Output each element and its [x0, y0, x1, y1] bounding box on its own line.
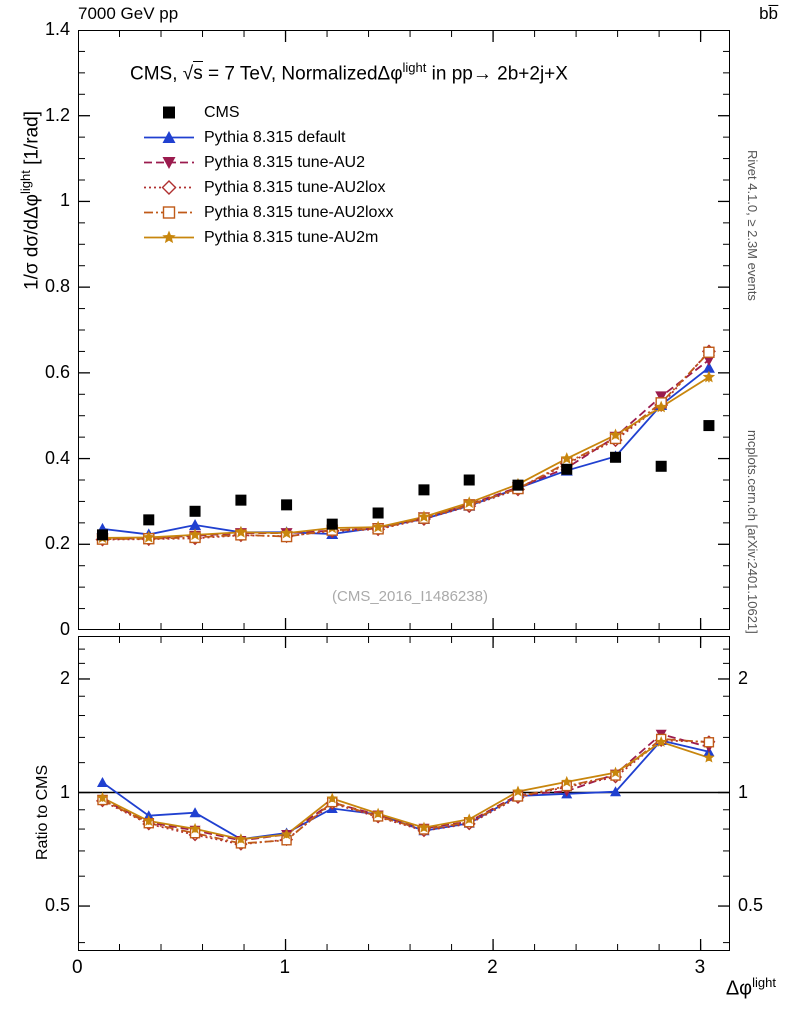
legend-label: CMS: [204, 103, 240, 121]
tick-label: 0.6: [44, 361, 70, 382]
dataset-watermark: (CMS_2016_I1486238): [332, 588, 488, 605]
legend-item: [140, 200, 393, 225]
ratio-plot-canvas: [78, 636, 730, 951]
legend-item: [140, 175, 393, 200]
legend-label: Pythia 8.315 tune-AU2lox: [204, 178, 386, 196]
tick-label: 1.4: [44, 19, 70, 39]
legend-marker-triangle-icon: [140, 125, 198, 150]
tick-label: 1: [279, 957, 291, 978]
legend-item: [140, 225, 393, 250]
legend-marker-square-open-icon: [140, 200, 198, 225]
tick-label: 3: [694, 957, 706, 978]
legend-label: Pythia 8.315 tune-AU2: [204, 153, 365, 171]
header-right-label: bb̅: [759, 4, 778, 23]
tick-label: 0.2: [44, 533, 70, 554]
chart-page: 7000 GeV pp bb̅ Rivet 4.1.0, ≥ 2.3M events mcplots.cern.ch [arXiv:2401.10621] CMS, √s = 7 TeV, NormalizedΔφ$^{light}$ in pp→ 2b+2j+X (CMS_2016_I1486238) 1/σ dσ/dΔφ$^{light}$ [1/rad] Ratio to CMS $\Delta\varphi^{light}$ 0 0.2 0.4 0.6 0.8 1 1.2 1.4 0.5 1 2 0.5 1 2 0 1 2 3 CMS Pythia 8.315 default Pythia 8.315 tune-AU2 Pythia 8.315 tune-AU2lox Pythia 8.315 tune-AU2loxx Pythia 8.315 tune-AU2m: [0, 0, 786, 1024]
tick-label: 0.5: [44, 895, 70, 916]
legend-label: Pythia 8.315 tune-AU2loxx: [204, 203, 394, 221]
tick-label: 0.8: [44, 276, 70, 297]
tick-label: 2: [487, 957, 498, 978]
tick-label: 1: [738, 781, 749, 802]
tick-label: 2: [738, 667, 749, 688]
tick-label: 0.5: [738, 895, 764, 916]
legend-item: [140, 100, 393, 125]
legend-marker-diamond-open-icon: [140, 175, 198, 200]
tick-label: 0: [59, 619, 70, 639]
legend-label: Pythia 8.315 tune-AU2m: [204, 228, 379, 246]
tick-label: 0.4: [44, 447, 70, 468]
x-axis-title: $\Delta\varphi^{light}$: [725, 975, 776, 1000]
tick-label: 2: [59, 667, 70, 688]
legend-item: [140, 125, 393, 150]
tick-label: 1: [59, 781, 70, 802]
legend-label: Pythia 8.315 default: [204, 128, 346, 146]
legend-item: [140, 150, 393, 175]
plot-title: CMS, √s = 7 TeV, NormalizedΔφ$^{light}$ in pp→ 2b+2j+X: [130, 60, 568, 85]
legend-marker-star-icon: [140, 225, 198, 250]
tick-label: 0: [72, 957, 83, 978]
legend-marker-square-icon: [140, 100, 198, 125]
tick-label: 1.2: [44, 104, 70, 125]
legend-marker-triangle-down-icon: [140, 150, 198, 175]
tick-label: 1: [59, 190, 70, 211]
legend: [140, 100, 393, 250]
header-left-label: 7000 GeV pp: [78, 4, 179, 23]
